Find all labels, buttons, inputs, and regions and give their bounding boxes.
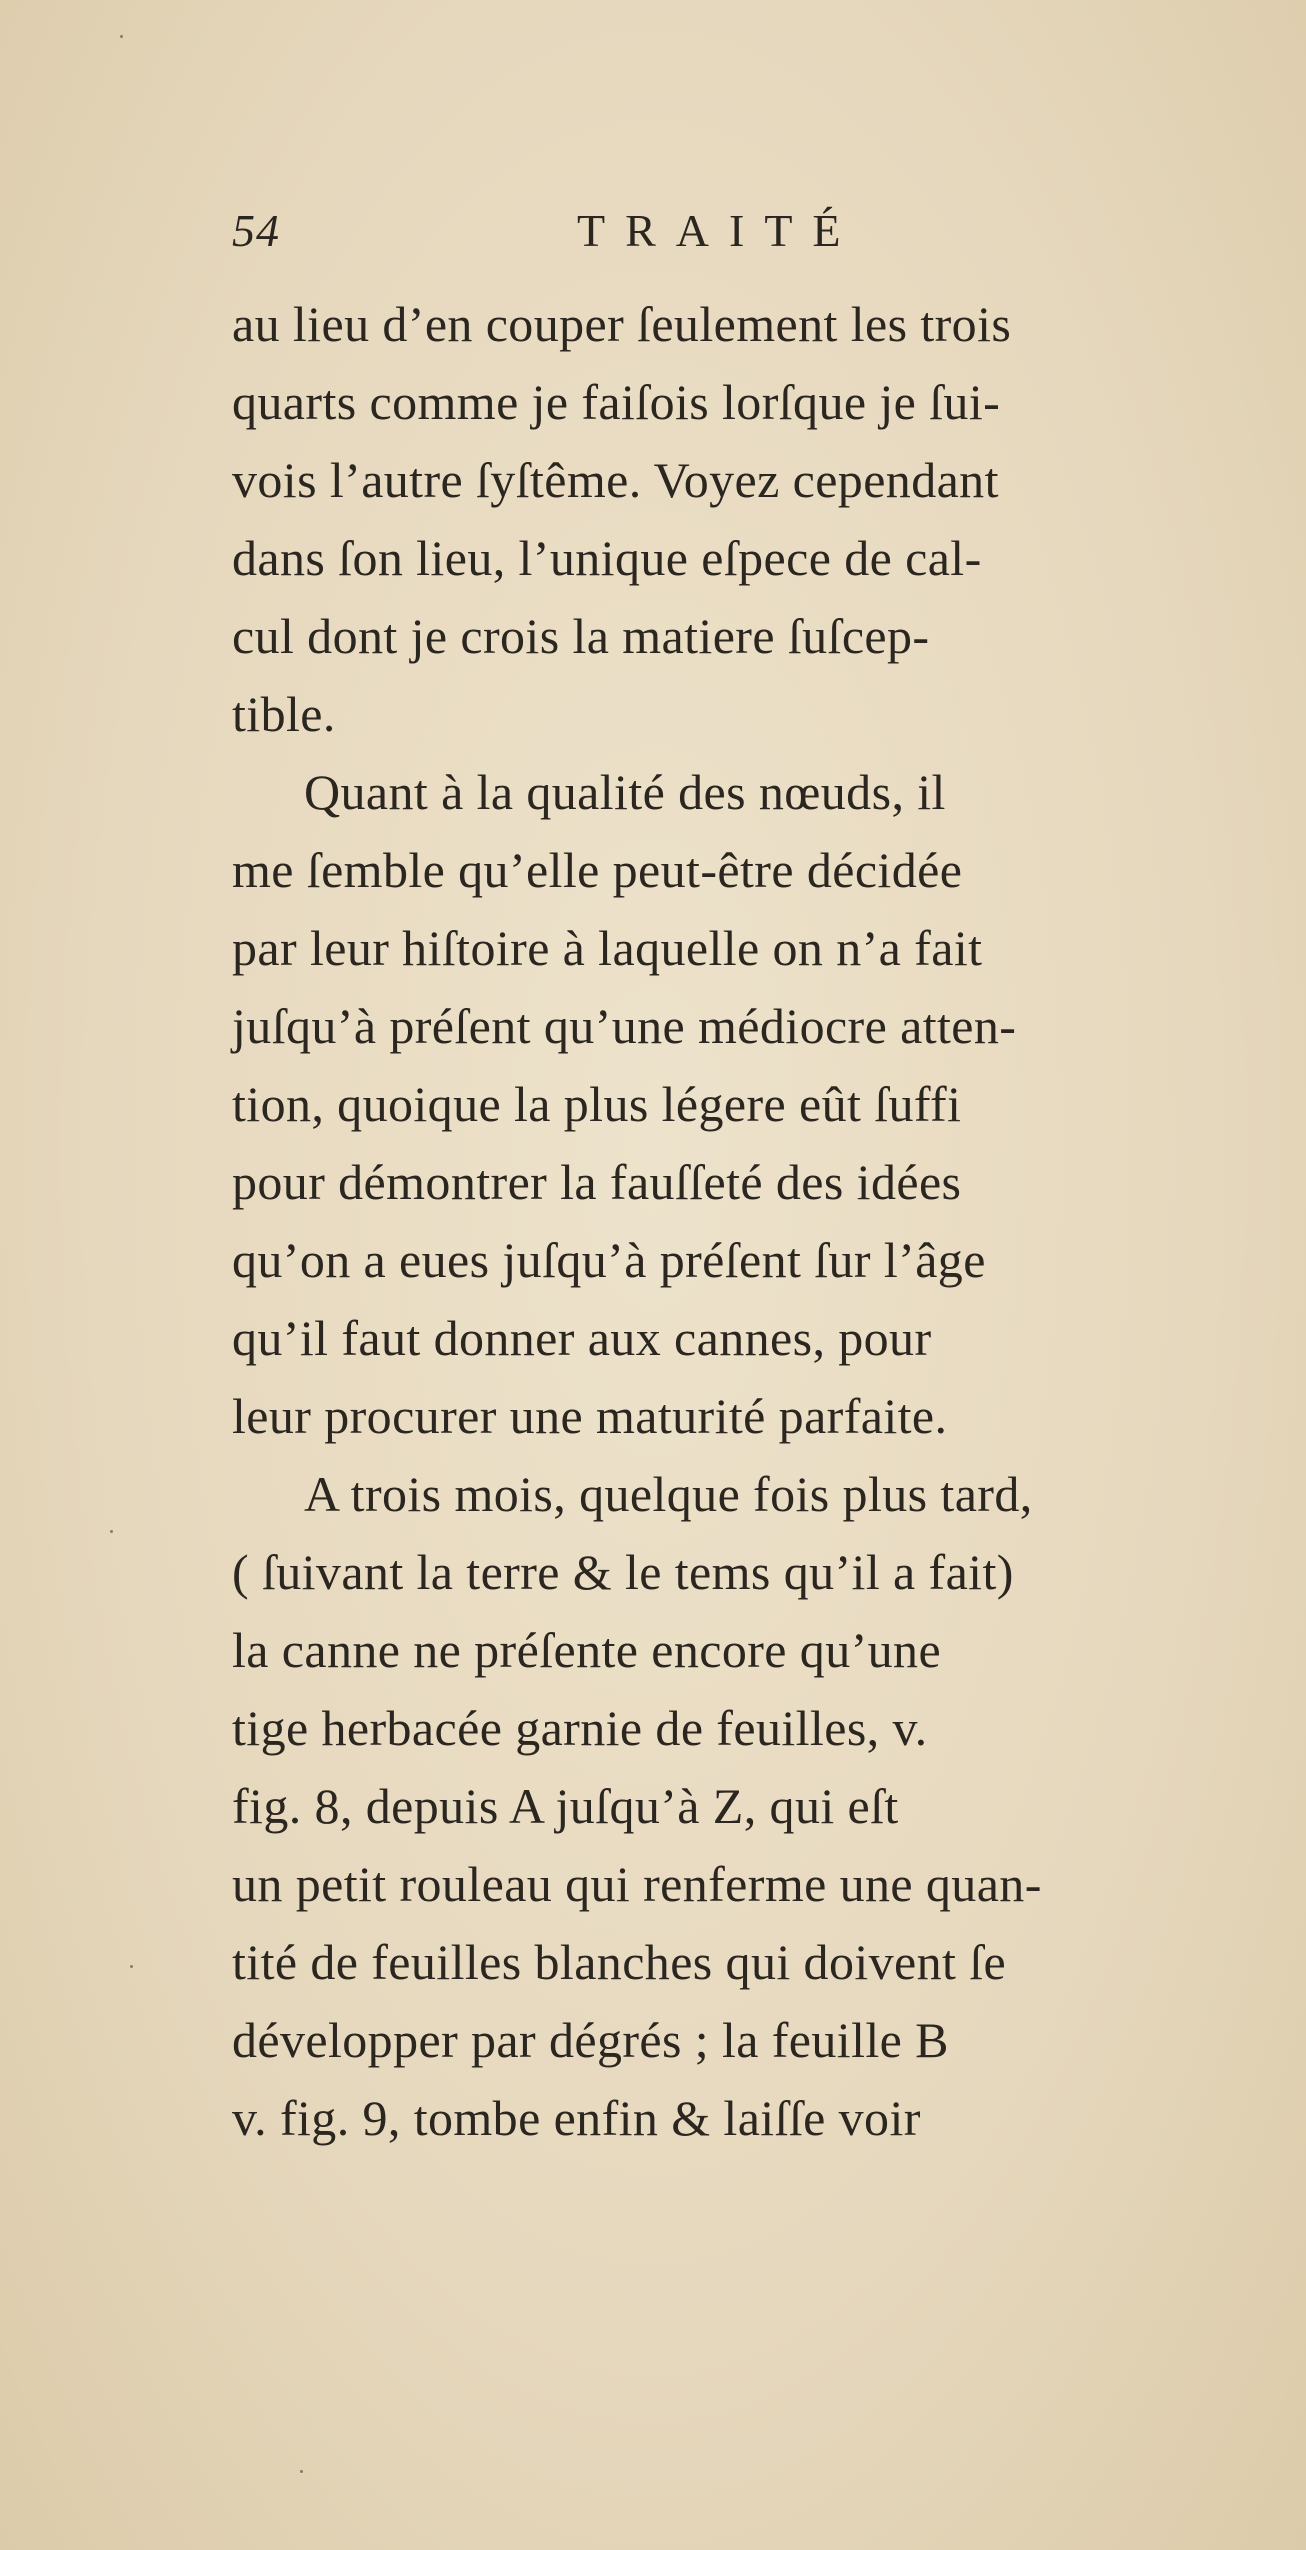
text-line: ( ſuivant la terre & le tems qu’il a fait) bbox=[232, 1544, 1014, 1600]
text-line: quarts comme je faiſois lorſque je ſui- bbox=[232, 374, 1001, 430]
text-line: v. fig. 9, tombe enfin & laiſſe voir bbox=[232, 2090, 921, 2146]
paper-speck bbox=[120, 35, 123, 38]
text-line: tible. bbox=[232, 686, 336, 742]
text-line: qu’il faut donner aux cannes, pour bbox=[232, 1310, 932, 1366]
text-line: tige herbacée garnie de feuilles, v. bbox=[232, 1700, 928, 1756]
text-line: la canne ne préſente encore qu’une bbox=[232, 1622, 942, 1678]
body-text bbox=[232, 285, 1252, 2157]
text-line: qu’on a eues juſqu’à préſent ſur l’âge bbox=[232, 1232, 986, 1288]
text-line: juſqu’à préſent qu’une médiocre atten- bbox=[232, 998, 1017, 1054]
paper-speck bbox=[300, 2470, 303, 2473]
text-line: développer par dégrés ; la feuille B bbox=[232, 2012, 949, 2068]
paragraph-start-line: A trois mois, quelque fois plus tard, bbox=[304, 1466, 1033, 1522]
paper-speck bbox=[110, 1530, 113, 1533]
running-title: TRAITÉ bbox=[577, 205, 861, 256]
text-line: un petit rouleau qui renferme une quan- bbox=[232, 1856, 1042, 1912]
text-line: me ſemble qu’elle peut-être décidée bbox=[232, 842, 963, 898]
text-line: fig. 8, depuis A juſqu’à Z, qui eſt bbox=[232, 1778, 899, 1834]
text-line: pour démontrer la fauſſeté des idées bbox=[232, 1154, 962, 1210]
text-line: leur procurer une maturité parfaite. bbox=[232, 1388, 948, 1444]
page-header bbox=[232, 200, 1082, 280]
text-line: tion, quoique la plus légere eût ſuffi bbox=[232, 1076, 962, 1132]
text-line: au lieu d’en couper ſeulement les trois bbox=[232, 296, 1012, 352]
page-number: 54 bbox=[232, 205, 280, 256]
text-line: vois l’autre ſyſtême. Voyez cependant bbox=[232, 452, 999, 508]
text-line: dans ſon lieu, l’unique eſpece de cal- bbox=[232, 530, 982, 586]
text-line: tité de feuilles blanches qui doivent ſe bbox=[232, 1934, 1007, 1990]
paragraph-start-line: Quant à la qualité des nœuds, il bbox=[304, 764, 946, 820]
text-line: par leur hiſtoire à laquelle on n’a fait bbox=[232, 920, 983, 976]
text-line: cul dont je crois la matiere ſuſcep- bbox=[232, 608, 930, 664]
paper-speck bbox=[130, 1965, 133, 1968]
